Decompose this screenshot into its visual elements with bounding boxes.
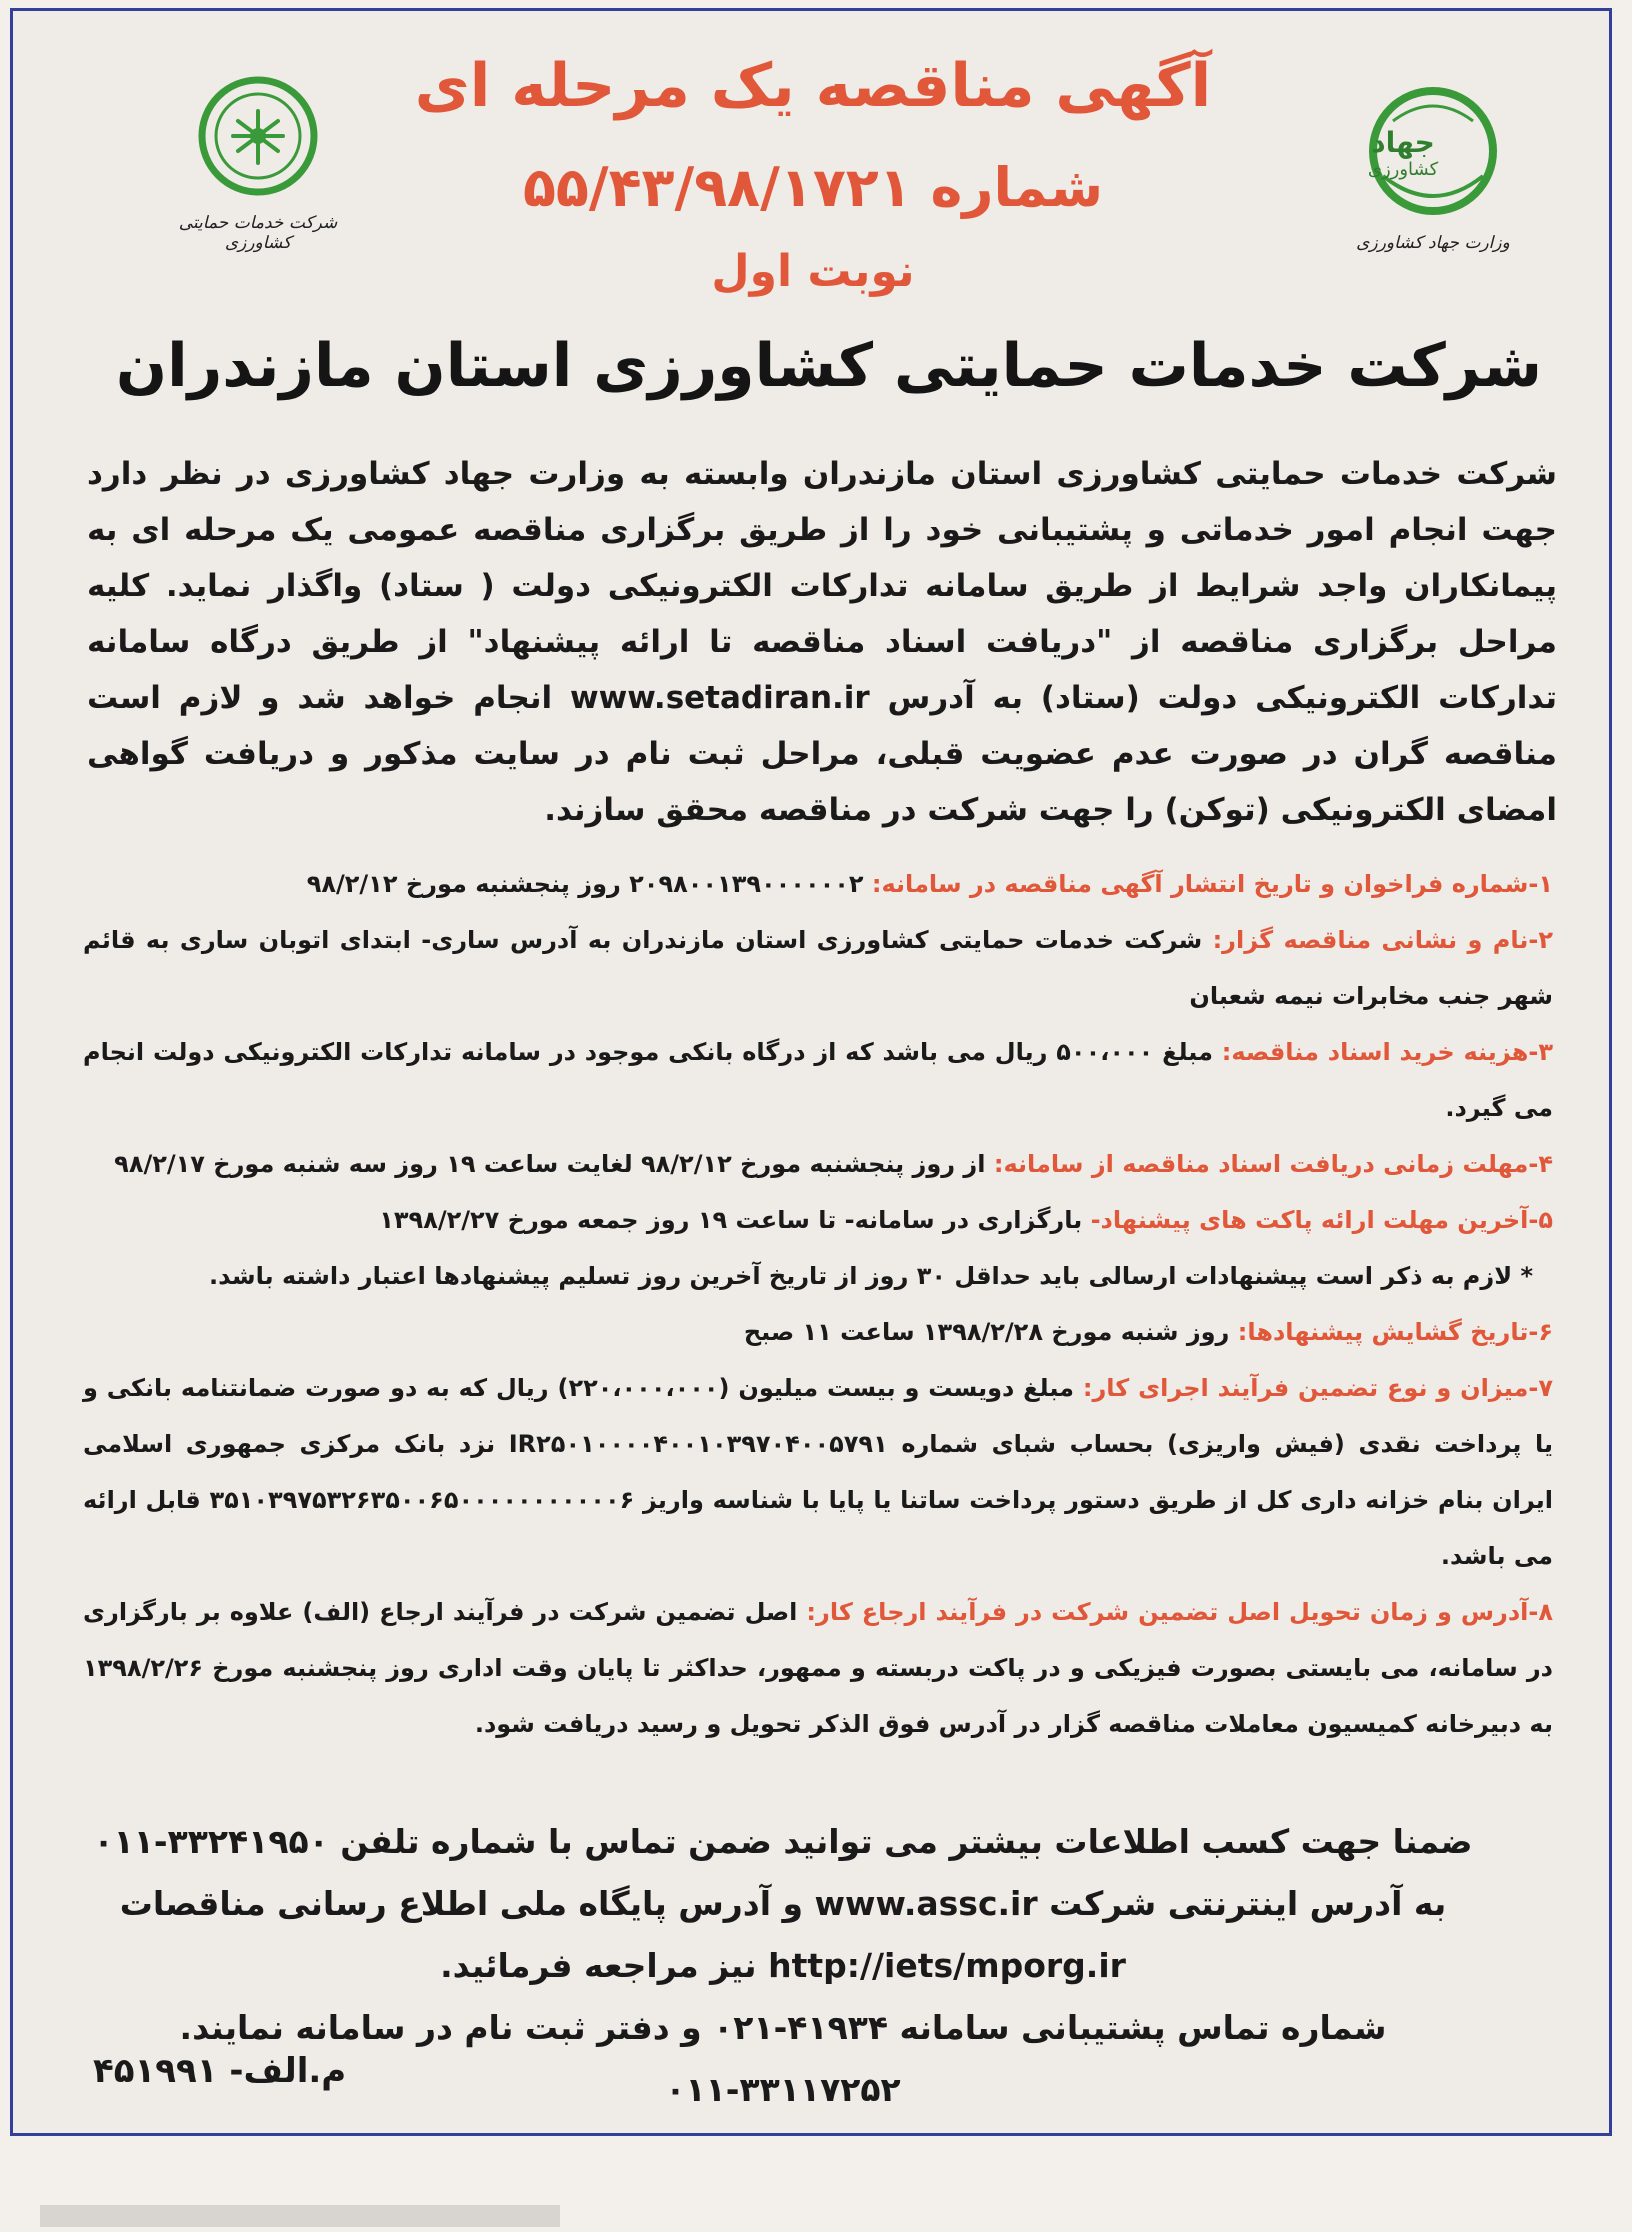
item-label: ۱-شماره فراخوان و تاریخ انتشار آگهی مناقصه در سامانه:	[871, 870, 1553, 898]
item-text: ۲۰۹۸۰۰۱۳۹۰۰۰۰۰۰۲ روز پنجشنبه مورخ ۹۸/۲/۱۲	[306, 870, 872, 898]
page-edge-scrap	[40, 2205, 560, 2227]
item-2	[83, 912, 1553, 1024]
item-text: مبلغ دویست و بیست میلیون (۲۲۰،۰۰۰،۰۰۰) ریال که به دو صورت ضمانتنامه بانکی و یا پرداخت نقدی (فیش واریزی) بحساب شبای شماره IR۲۵۰۱۰۰۰۰۴۰۰۱۰۳۹۷۰۴۰۰۵۷۹۱ نزد بانک مرکزی جمهوری اسلامی ایران بنام خزانه داری کل از طریق دستور پرداخت ساتنا یا پایا با شناسه واریز ۳۵۱۰۳۹۷۵۳۲۶۳۵۰۰۶۵۰۰۰۰۰۰۰۰۰۰۰۶ قابل ارائه می باشد.	[83, 1374, 1553, 1570]
tender-number: شماره ۵۵/۴۳/۹۸/۱۷۲۱	[522, 156, 1104, 219]
company-name: شرکت خدمات حمایتی کشاورزی استان مازندران	[115, 331, 1543, 401]
item-label: ۳-هزینه خرید اسناد مناقصه:	[1221, 1038, 1554, 1066]
item-3	[83, 1024, 1553, 1136]
item-label: ۸-آدرس و زمان تحویل اصل تضمین شرکت در فرآیند ارجاع کار:	[806, 1598, 1553, 1626]
item-text: روز شنبه مورخ ۱۳۹۸/۲/۲۸ ساعت ۱۱ صبح	[743, 1318, 1238, 1346]
item-text: اصل تضمین شرکت در فرآیند ارجاع (الف) علاوه بر بارگزاری در سامانه، می بایستی بصورت فیزیکی و در پاکت دربسته و ممهور، حداکثر تا پایان وقت اداری روز پنجشنبه مورخ ۱۳۹۸/۲/۲۶ به دبیرخانه کمیسیون معاملات مناقصه گزار در آدرس فوق الذکر تحویل و رسید دریافت شود.	[83, 1598, 1553, 1738]
announcement-title: آگهی مناقصه یک مرحله ای	[414, 51, 1212, 121]
validity-note	[83, 1248, 1553, 1304]
note-text: * لازم به ذکر است پیشنهادات ارسالی باید حداقل ۳۰ روز از تاریخ آخرین روز تسلیم پیشنهادها اعتبار داشته باشد.	[208, 1262, 1533, 1290]
contact-line-3: http://iets/mporg.ir نیز مراجعه فرمائید.	[440, 1946, 1126, 1985]
ministry-logo-text-bottom: کشاورزی	[1367, 159, 1439, 180]
ministry-logo-caption: وزارت جهاد کشاورزی	[1356, 233, 1510, 253]
ministry-logo	[1333, 81, 1533, 253]
item-1	[83, 856, 1553, 912]
item-label: ۴-مهلت زمانی دریافت اسناد مناقصه از سامانه:	[993, 1150, 1553, 1178]
item-7	[83, 1360, 1553, 1584]
ad-code: م.الف- ۴۵۱۹۹۱	[93, 2051, 347, 2091]
ministry-logo-text-top: جهاد	[1371, 126, 1435, 159]
item-label: ۷-میزان و نوع تضمین فرآیند اجرای کار:	[1082, 1374, 1554, 1402]
company-logo-caption: شرکت خدمات حمایتی کشاورزی	[178, 213, 338, 253]
contact-line-1: ضمنا جهت کسب اطلاعات بیشتر می توانید ضمن تماس با شماره تلفن ۳۳۲۴۱۹۵۰-۰۱۱	[93, 1822, 1473, 1861]
item-6	[83, 1304, 1553, 1360]
company-emblem-icon	[193, 71, 323, 201]
tender-items	[83, 856, 1553, 1752]
item-label: ۵-آخرین مهلت ارائه پاکت های پیشنهاد-	[1090, 1206, 1553, 1234]
announcement-frame	[10, 8, 1612, 2136]
item-5	[83, 1192, 1553, 1248]
item-4	[83, 1136, 1553, 1192]
item-text: مبلغ ۵۰۰،۰۰۰ ریال می باشد که از درگاه بانکی موجود در سامانه تدارکات الکترونیکی دولت انجام می گیرد.	[83, 1038, 1553, 1122]
item-8	[83, 1584, 1553, 1752]
contact-line-4: شماره تماس پشتیبانی سامانه ۴۱۹۳۴-۰۲۱ و دفتر ثبت نام در سامانه نمایند. ۳۳۱۱۷۲۵۲-۰۱۱	[179, 2008, 1387, 2109]
item-text: از روز پنجشنبه مورخ ۹۸/۲/۱۲ لغایت ساعت ۱۹ روز سه شنبه مورخ ۹۸/۲/۱۷	[114, 1150, 994, 1178]
intro-paragraph: شرکت خدمات حمایتی کشاورزی استان مازندران وابسته به وزارت جهاد کشاورزی در نظر دارد جهت انجام امور خدماتی و پشتیبانی خود را از طریق برگزاری مناقصه عمومی یک مرحله ای به پیمانکاران واجد شرایط از طریق سامانه تدارکات الکترونیکی دولت ( ستاد) واگذار نماید. کلیه مراحل برگزاری مناقصه از "دریافت اسناد مناقصه تا ارائه پیشنهاد" از طریق درگاه سامانه تدارکات الکترونیکی دولت (ستاد) به آدرس www.setadiran.ir انجام خواهد شد و لازم است مناقصه گران در صورت عدم عضویت قبلی، مراحل ثبت نام در سایت مذکور و دریافت گواهی امضای الکترونیکی (توکن) را جهت شرکت در مناقصه محقق سازند.	[87, 456, 1557, 828]
item-text: بارگزاری در سامانه- تا ساعت ۱۹ روز جمعه مورخ ۱۳۹۸/۲/۲۷	[379, 1206, 1091, 1234]
item-text: شرکت خدمات حمایتی کشاورزی استان مازندران به آدرس ساری- ابتدای اتوبان ساری به قائم شهر جنب مخابرات نیمه شعبان	[83, 926, 1553, 1010]
contact-line-2: به آدرس اینترنتی شرکت www.assc.ir و آدرس پایگاه ملی اطلاع رسانی مناقصات	[119, 1884, 1447, 1923]
item-label: ۶-تاریخ گشایش پیشنهادها:	[1237, 1318, 1553, 1346]
item-label: ۲-نام و نشانی مناقصه گزار:	[1212, 926, 1554, 954]
publication-round: نوبت اول	[711, 246, 915, 297]
